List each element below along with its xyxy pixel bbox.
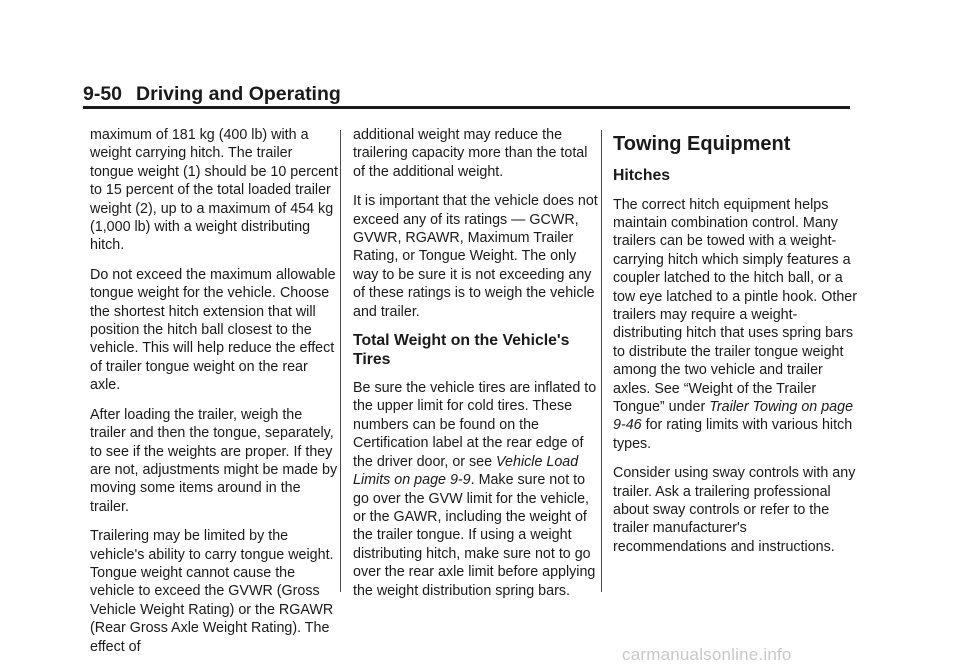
column-1 — [90, 126, 340, 656]
paragraph-hitch-equipment — [613, 196, 863, 454]
heading-total-weight-tires: Total Weight on the Vehicle's Tires — [353, 332, 570, 368]
header-rule — [83, 106, 850, 109]
paragraph-trailering-limited: Trailering may be limited by the vehicle's ability to carry tongue weight. Tongue weight cannot cause the vehicle to exceed the GVWR (Gross Vehicle Weight Rating) or the RGAWR (Rear Gross Axle Weight Rating). The effect of — [90, 528, 334, 655]
page-header — [83, 82, 853, 106]
hitch-text-start: The correct hitch equipment helps maintain combination control. Many trailers can be towed with a weight-carrying hitch which simply features a coupler latched to the hitch ball, or a tow eye latched to a pintle hook. Other trailers may require a weight-distributing hitch that uses spring bars to distribute the trailer tongue weight among the two vehicle and trailer axles. See “Weight of the Trailer Tongue” under — [613, 196, 857, 415]
paragraph-tires — [353, 379, 603, 600]
column-divider-1 — [340, 130, 341, 592]
tires-text-start: Be sure the vehicle tires are inflated to the upper limit for cold tires. These numbers can be found on the Certification label at the rear edge of the driver door, or see — [353, 380, 597, 470]
page-number: 9-50 — [83, 83, 123, 105]
tires-text-end: . Make sure not to go over the GVW limit for the vehicle, or the GAWR, including the weight of the trailer tongue. If using a weight distributing hitch, make sure not to go over the rear axle limit before applying the weight distribution spring bars. — [353, 472, 596, 599]
paragraph-ratings: It is important that the vehicle does not exceed any of its ratings — GCWR, GVWR, RGAWR, Maximum Trailer Rating, or Tongue Weight. The only way to be sure it is not exceeding any of these ratings is to weigh the vehicle and trailer. — [353, 193, 598, 320]
hitch-text-end: for rating limits with various hitch types. — [613, 417, 853, 452]
heading-hitches: Hitches — [613, 167, 671, 184]
paragraph-max-tongue-weight: Do not exceed the maximum allowable tongue weight for the vehicle. Choose the shortest hitch extension that will position the hitch ball closest to the vehicle. This will help reduce the effect of trailer tongue weight on the rear axle. — [90, 266, 336, 394]
column-2 — [353, 126, 603, 600]
paragraph-tongue-weight: maximum of 181 kg (400 lb) with a weight carrying hitch. The trailer tongue weight (1) should be 10 percent to 15 percent of the total loaded trailer weight (2), up to a maximum of 454 kg (1,000 lb) with a weight distributing hitch. — [90, 127, 338, 254]
paragraph-sway-controls: Consider using sway controls with any trailer. Ask a trailering professional about sway controls or refer to the trailer manufacturer's recommendations and instructions. — [613, 465, 856, 555]
link-trailer-towing[interactable]: Trailer Towing on page 9-46 — [613, 398, 854, 434]
watermark: carmanualsonline.info — [622, 645, 792, 664]
header-title — [83, 82, 853, 106]
link-vehicle-load-limits[interactable]: Vehicle Load Limits on page 9-9 — [353, 453, 579, 489]
column-3 — [613, 126, 863, 556]
heading-towing-equipment: Towing Equipment — [613, 133, 791, 155]
paragraph-additional-weight: additional weight may reduce the trailering capacity more than the total of the additional weight. — [353, 127, 588, 180]
section-title: Driving and Operating — [136, 83, 341, 105]
paragraph-weigh-trailer: After loading the trailer, weigh the trailer and then the tongue, separately, to see if the weights are proper. If they are not, adjustments might be made by moving some items around in the trailer. — [90, 406, 338, 515]
